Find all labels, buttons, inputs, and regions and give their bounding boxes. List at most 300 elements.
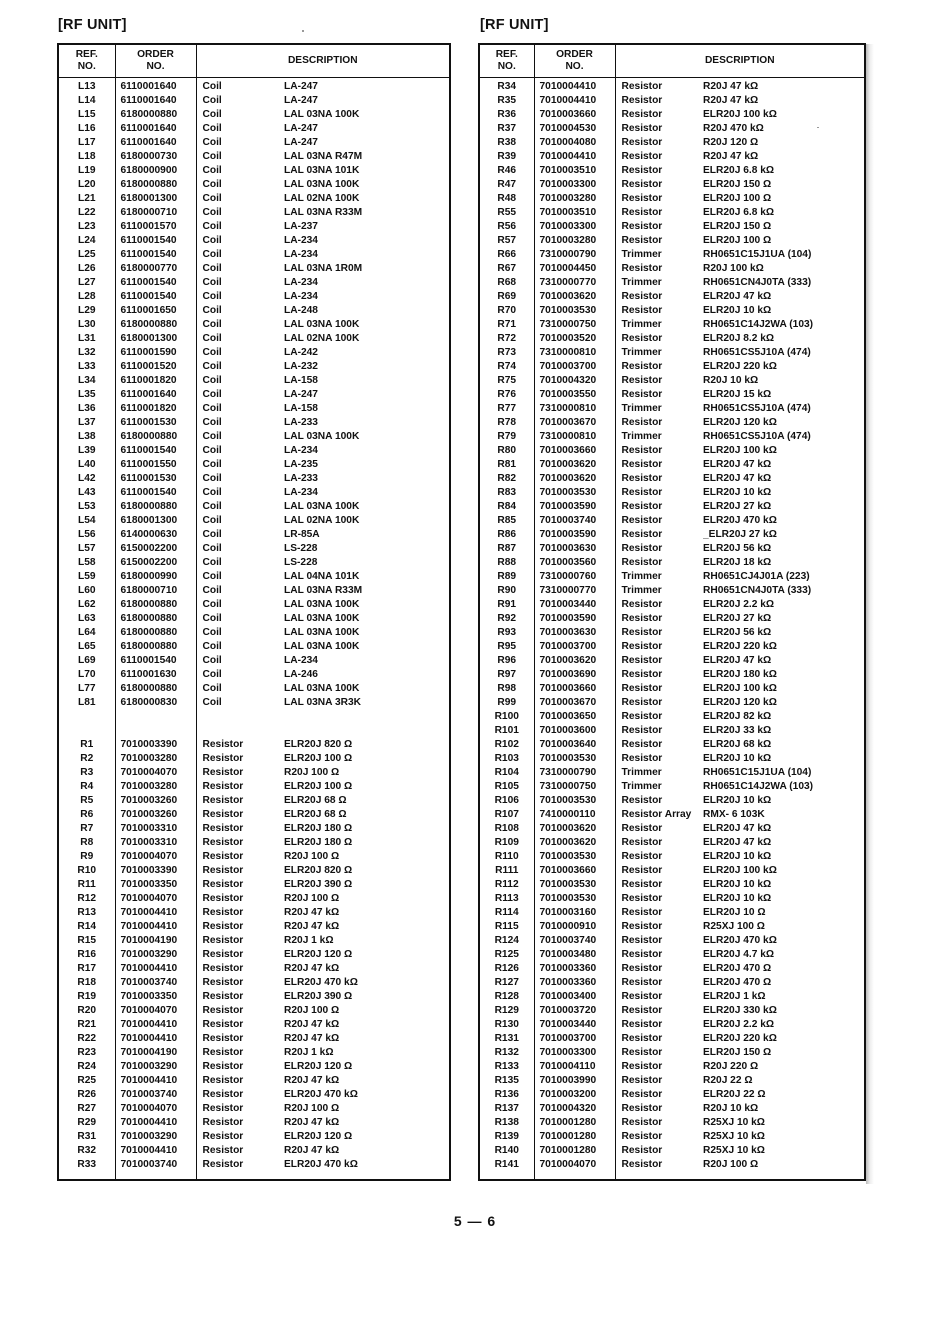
ref-no-cell: L77 [59,682,115,696]
part-name-cell: Resistor [621,95,663,106]
empty-cell [196,1172,284,1179]
part-name-cell: Coil [202,641,222,652]
part-name-cell: Coil [202,571,222,582]
table-row [480,220,864,234]
ref-no-cell: L30 [59,318,115,332]
order-no-cell: 7010004410 [534,78,615,95]
ref-no-cell: L35 [59,388,115,402]
part-name-cell: Resistor [202,865,244,876]
order-no-cell: 7010004530 [534,122,615,136]
ref-no-cell: L59 [59,570,115,584]
table-row [480,276,864,290]
order-no-cell: 7010003630 [534,542,615,556]
part-name-cell: Coil [202,277,222,288]
part-value-cell: LAL 03NA 100K [284,319,360,330]
table-row [480,150,864,164]
order-no-cell: 7010003510 [534,164,615,178]
part-name-cell: Resistor [621,1047,663,1058]
table-row [480,248,864,262]
ref-no-cell: R57 [480,234,534,248]
part-name-cell: Coil [202,361,222,372]
empty-cell [703,1172,864,1179]
order-no-cell: 7010004410 [115,906,196,920]
part-value-cell: ELR20J 470 Ω [703,963,772,974]
ref-no-header: REF. NO. [59,45,115,78]
order-no-cell: 7010003350 [115,878,196,892]
table-row [59,640,449,654]
ref-no-cell: R125 [480,948,534,962]
part-name-cell: Coil [202,445,222,456]
part-value-cell: ELR20J 33 kΩ [703,725,772,736]
table-row [59,500,449,514]
table-row [480,542,864,556]
ref-no-cell: R72 [480,332,534,346]
ref-no-cell: R104 [480,766,534,780]
table-row [59,78,449,95]
table-row [480,920,864,934]
order-no-cell: 7010003530 [534,892,615,906]
ref-no-cell: R33 [59,1158,115,1172]
part-name-cell: Resistor [621,389,663,400]
part-value-cell: ELR20J 10 kΩ [703,851,772,862]
table-row [480,458,864,472]
table-row [480,290,864,304]
part-name-cell: Resistor [621,305,663,316]
part-name-cell: Resistor [202,935,244,946]
table-row [59,276,449,290]
part-value-cell: R20J 47 kΩ [284,1033,340,1044]
ref-no-cell: R21 [59,1018,115,1032]
table-row [59,332,449,346]
order-no-cell: 7010003740 [534,934,615,948]
part-name-cell: Coil [202,501,222,512]
order-no-cell: 6110001640 [115,136,196,150]
part-value-cell: ELR20J 22 Ω [703,1089,766,1100]
order-no-cell: 7310000770 [534,584,615,598]
part-value-cell: ELR20J 47 kΩ [703,459,772,470]
ref-no-cell: R106 [480,794,534,808]
ref-no-cell: R25 [59,1074,115,1088]
part-name-cell: Resistor [621,655,663,666]
part-name-cell: Coil [202,613,222,624]
part-name-cell: Resistor [621,123,663,134]
part-name-cell: Resistor [621,487,663,498]
order-no-cell: 7010003310 [115,836,196,850]
ref-no-cell: R90 [480,584,534,598]
part-name-cell: Resistor [202,739,244,750]
table-row [480,668,864,682]
part-value-cell: ELR20J 120 Ω [284,949,353,960]
order-no-cell: 6180001300 [115,192,196,206]
table-row [59,1102,449,1116]
part-value-cell: ELR20J 150 Ω [703,221,772,232]
page-number: 5 — 6 [453,1213,497,1229]
order-no-cell: 7010004190 [115,1046,196,1060]
part-value-cell: LA-234 [284,249,318,260]
part-value-cell: LAL 03NA 100K [284,599,360,610]
ref-no-cell: R102 [480,738,534,752]
ref-no-cell: R131 [480,1032,534,1046]
order-no-cell: 7010003360 [534,976,615,990]
table-row [480,94,864,108]
ref-no-cell: L57 [59,542,115,556]
part-value-cell: ELR20J 10 kΩ [703,487,772,498]
table-row [59,136,449,150]
part-value-cell: LA-247 [284,81,318,92]
part-value-cell: LAL 03NA 100K [284,641,360,652]
order-no-cell: 7310000770 [534,276,615,290]
part-name-cell: Resistor [621,1075,663,1086]
order-no-cell: 7010003720 [534,1004,615,1018]
part-value-cell: LA-247 [284,389,318,400]
ref-no-cell: R2 [59,752,115,766]
order-no-cell: 7310000750 [534,318,615,332]
table-row [480,780,864,794]
part-name-cell: Trimmer [621,347,662,358]
ref-no-cell: R135 [480,1074,534,1088]
part-name-cell: Resistor [621,515,663,526]
ref-no-cell: R26 [59,1088,115,1102]
table-row [480,948,864,962]
part-name-cell: Resistor [621,1019,663,1030]
ref-no-cell: L20 [59,178,115,192]
part-value-cell: _ELR20J 27 kΩ [703,529,777,540]
part-value-cell: ELR20J 220 kΩ [703,641,777,652]
part-value-cell: ELR20J 10 kΩ [703,305,772,316]
part-name-cell: Resistor [202,1047,244,1058]
part-value-cell: ELR20J 56 kΩ [703,627,772,638]
ref-no-cell: L24 [59,234,115,248]
ref-no-cell: L40 [59,458,115,472]
ref-no-cell [59,710,115,724]
part-value-cell: LAL 02NA 100K [284,333,360,344]
table-row [59,178,449,192]
part-name-cell: Coil [202,305,222,316]
table-row [59,976,449,990]
order-no-cell: 6180000880 [115,500,196,514]
table-row [59,1046,449,1060]
description-header: DESCRIPTION [196,45,449,78]
ref-no-cell: R35 [480,94,534,108]
order-no-cell: 6110001630 [115,668,196,682]
part-name-cell: Resistor [621,375,663,386]
part-value-cell: ELR20J 220 kΩ [703,1033,777,1044]
table-row [480,710,864,724]
table-row [59,654,449,668]
table-row [59,906,449,920]
table-row [59,612,449,626]
order-no-cell: 7010003640 [534,738,615,752]
part-value-cell: LA-234 [284,655,318,666]
order-no-cell: 7010003740 [115,1158,196,1172]
ref-no-cell: L29 [59,304,115,318]
ref-no-cell: R83 [480,486,534,500]
empty-cell [115,1172,196,1179]
order-no-cell: 7010003440 [534,1018,615,1032]
table-row [480,864,864,878]
table-row [480,584,864,598]
part-value-cell: LA-246 [284,669,318,680]
order-no-cell: 6110001640 [115,94,196,108]
part-value-cell: ELR20J 10 kΩ [703,753,772,764]
part-name-cell: Coil [202,333,222,344]
order-no-cell: 7010003590 [534,612,615,626]
order-no-cell: 7010004070 [115,892,196,906]
part-name-cell: Trimmer [621,277,662,288]
ref-no-cell: R93 [480,626,534,640]
table-row [59,374,449,388]
ref-no-cell: R47 [480,178,534,192]
part-value-cell: R20J 10 kΩ [703,1103,759,1114]
order-no-cell: 7010003390 [115,864,196,878]
part-name-cell: Coil [202,669,222,680]
part-value-cell: ELR20J 10 kΩ [703,893,772,904]
ref-no-cell: L22 [59,206,115,220]
table-row [59,262,449,276]
part-value-cell: R20J 47 kΩ [284,921,340,932]
part-value-cell: ELR20J 100 kΩ [703,865,777,876]
order-no-cell: 7010003660 [534,864,615,878]
ref-no-cell: L15 [59,108,115,122]
ref-no-cell: R138 [480,1116,534,1130]
order-no-cell: 7310000750 [534,780,615,794]
order-no-cell: 6150002200 [115,556,196,570]
part-value-cell: ELR20J 47 kΩ [703,655,772,666]
part-name-cell: Resistor [202,1005,244,1016]
table-row [480,514,864,528]
part-value-cell: LA-237 [284,221,318,232]
table-row [59,1130,449,1144]
part-name-cell: Resistor [621,669,663,680]
table-row [59,360,449,374]
order-no-cell [115,710,196,724]
ref-no-cell: L34 [59,374,115,388]
part-value-cell: ELR20J 27 kΩ [703,501,772,512]
order-no-cell: 7010003990 [534,1074,615,1088]
speck [302,30,304,32]
order-no-cell: 7010003620 [534,458,615,472]
part-name-cell: Resistor [202,1117,244,1128]
part-name-cell [196,724,284,738]
ref-no-cell: R71 [480,318,534,332]
part-name-cell: Resistor [202,1159,244,1170]
order-no-cell: 6180000880 [115,430,196,444]
part-name-cell: Resistor [621,627,663,638]
part-name-cell: Resistor [621,613,663,624]
part-value-cell: ELR20J 470 kΩ [703,935,777,946]
ref-no-cell: R141 [480,1158,534,1172]
part-name-cell: Resistor [621,291,663,302]
table-row [480,472,864,486]
table-row [59,850,449,864]
part-name-cell: Resistor [621,1005,663,1016]
table-row [480,1088,864,1102]
part-name-cell: Coil [202,235,222,246]
ref-no-cell: L60 [59,584,115,598]
part-name-cell: Resistor [202,1131,244,1142]
part-value-cell: LA-234 [284,235,318,246]
order-no-cell: 7010003670 [534,696,615,710]
table-row [59,444,449,458]
ref-no-cell: R68 [480,276,534,290]
part-value-cell: R20J 22 Ω [703,1075,753,1086]
order-no-cell: 6110001550 [115,458,196,472]
ref-no-cell: L33 [59,360,115,374]
part-name-cell: Resistor [621,795,663,806]
order-no-cell: 6110001540 [115,444,196,458]
ref-no-cell: R87 [480,542,534,556]
order-no-cell: 6180000770 [115,262,196,276]
ref-no-cell: L63 [59,612,115,626]
part-value-cell: ELR20J 100 Ω [284,753,353,764]
part-value-cell: LAL 02NA 100K [284,515,360,526]
table-filler [59,1172,449,1179]
ref-no-cell: R27 [59,1102,115,1116]
table-row [480,136,864,150]
order-no-cell: 6180000880 [115,682,196,696]
part-name-cell: Resistor [202,1075,244,1086]
ref-no-cell: R126 [480,962,534,976]
part-name-cell: Coil [202,137,222,148]
part-value-cell: ELR20J 470 Ω [703,977,772,988]
order-no-header: ORDER NO. [534,45,615,78]
table-row [59,864,449,878]
part-name-cell: Resistor [621,473,663,484]
part-value-cell: RMX- 6 103K [703,809,765,820]
table-filler [480,1172,864,1179]
part-name-cell: Coil [202,389,222,400]
table-row [480,626,864,640]
order-no-cell: 6180000710 [115,206,196,220]
table-row [59,836,449,850]
part-name-cell: Resistor [621,501,663,512]
order-no-cell: 6110001650 [115,304,196,318]
ref-no-cell: R99 [480,696,534,710]
ref-no-cell: R75 [480,374,534,388]
part-name-cell: Resistor [621,417,663,428]
table-row [59,1032,449,1046]
ref-no-cell: R88 [480,556,534,570]
part-name-cell: Resistor [621,151,663,162]
part-value-cell: ELR20J 470 kΩ [703,515,777,526]
order-no-cell: 6180000730 [115,150,196,164]
part-value-cell: ELR20J 6.8 kΩ [703,207,775,218]
order-no-cell: 7010003530 [534,486,615,500]
part-value-cell: ELR20J 68 kΩ [703,739,772,750]
table-row [59,416,449,430]
part-name-cell: Resistor [621,921,663,932]
part-name-cell: Coil [202,655,222,666]
part-name-cell: Resistor [621,1117,663,1128]
ref-no-cell: L53 [59,500,115,514]
table-row [480,696,864,710]
order-no-cell: 7010003280 [115,752,196,766]
part-value-cell: LA-233 [284,473,318,484]
table-row [59,248,449,262]
part-name-cell: Resistor [621,1131,663,1142]
order-no-cell: 7010003740 [115,976,196,990]
order-no-cell: 7010004410 [534,94,615,108]
part-name-cell: Resistor [621,445,663,456]
ref-no-cell: R130 [480,1018,534,1032]
part-name-cell: Resistor [621,1103,663,1114]
part-name-cell: Resistor [621,235,663,246]
table-row [59,94,449,108]
order-no-cell: 7310000810 [534,346,615,360]
part-value-cell: ELR20J 1 kΩ [703,991,766,1002]
table-row [59,192,449,206]
part-name-cell: Resistor [202,949,244,960]
part-value-cell: ELR20J 330 kΩ [703,1005,777,1016]
part-name-cell: Resistor [621,1033,663,1044]
order-no-cell: 7010003650 [534,710,615,724]
table-row [59,1088,449,1102]
part-name-cell: Trimmer [621,585,662,596]
ref-no-cell: R29 [59,1116,115,1130]
part-name-cell: Resistor [202,879,244,890]
order-no-cell: 7010003660 [534,444,615,458]
part-value-cell: ELR20J 15 kΩ [703,389,772,400]
table-row [480,1102,864,1116]
table-row [480,444,864,458]
table-row [480,906,864,920]
table-row [480,374,864,388]
part-value-cell: R20J 220 Ω [703,1061,759,1072]
order-no-cell: 7010003530 [534,850,615,864]
order-no-cell: 7010003700 [534,1032,615,1046]
part-value-cell: LAL 03NA 100K [284,431,360,442]
table-row [59,458,449,472]
part-value-cell: R20J 47 kΩ [284,907,340,918]
ref-no-cell: R1 [59,738,115,752]
table-row [59,794,449,808]
part-value-cell: ELR20J 390 Ω [284,879,353,890]
part-value-cell: LAL 03NA R47M [284,151,363,162]
table-row [480,1116,864,1130]
table-row [59,1060,449,1074]
ref-no-cell: R8 [59,836,115,850]
order-no-cell: 7010003530 [534,752,615,766]
table-row [59,948,449,962]
order-no-cell: 6180000880 [115,178,196,192]
table-row [480,570,864,584]
order-no-cell: 6180000990 [115,570,196,584]
left-parts-table [57,43,451,1181]
part-name-cell: Resistor [621,207,663,218]
order-no-cell: 7010003740 [115,1088,196,1102]
ref-no-cell: L54 [59,514,115,528]
order-no-cell: 7010003560 [534,556,615,570]
part-name-cell: Resistor [621,963,663,974]
part-value-cell: ELR20J 100 kΩ [703,445,777,456]
order-no-cell: 6180000830 [115,696,196,710]
order-no-cell: 6180000880 [115,612,196,626]
order-no-cell: 7010004320 [534,374,615,388]
ref-no-cell: R38 [480,136,534,150]
part-value-cell: ELR20J 180 kΩ [703,669,777,680]
part-name-cell: Coil [202,95,222,106]
order-no-cell: 7010003600 [534,724,615,738]
order-no-cell: 6140000630 [115,528,196,542]
ref-no-cell: R76 [480,388,534,402]
ref-no-cell: L38 [59,430,115,444]
table-row [59,1074,449,1088]
part-value-cell: R20J 1 kΩ [284,935,334,946]
part-name-cell: Resistor [202,1145,244,1156]
part-name-cell: Resistor [621,879,663,890]
part-name-cell: Resistor [621,641,663,652]
ref-no-cell: R84 [480,500,534,514]
